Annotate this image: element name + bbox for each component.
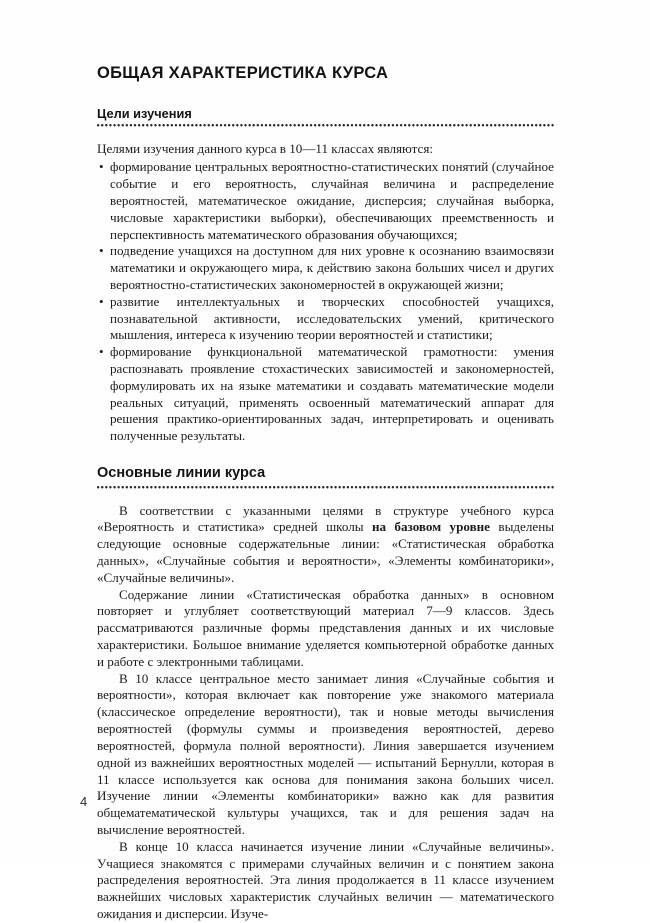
paragraph-random-events: В 10 классе центральное место занимает линия «Случайные события и вероятности», которая включает как повторение уже знакомого материала (классическое определение вероятности), так и новые методы вычисления вероятностей (формулы суммы и произведения вероятностей, дерево вероятностей, формула полной вероятности). Линия завершается изучением одной из важнейших вероятностных моделей — испытаний Бернулли, которая в 11 классе используется как основа для понимания закона больших чисел. Изучение линии «Элементы комбинаторики» важно как для развития общематематической культуры учащихся, так и для решения задач на вычисление вероятностей.	[97, 670, 554, 837]
list-item-text: формирование функциональной математической грамотности: умения распознавать проявление стохастических зависимостей и закономерностей, формулировать их на языке математики и создавать математические модели реальных ситуаций, применять освоенный математический аппарат для решения практико-ориентированных задач, интерпретировать и оценивать полученные результаты.	[110, 344, 554, 444]
bullet-icon: •	[99, 243, 104, 259]
goals-lead-text: Целями изучения данного курса в 10—11 классах являются:	[97, 141, 433, 157]
paragraph-text-before-bold: В соответствии с указанными целями в структуре учебного курса «Вероятность и статистика» средней школы	[97, 502, 554, 535]
bullet-icon: •	[99, 159, 104, 175]
paragraph-bold-emphasis: на базовом уровне	[371, 519, 490, 535]
section-heading-lines	[97, 465, 554, 488]
list-item	[97, 294, 554, 344]
section-heading-goals	[97, 106, 554, 127]
page-number: 4	[80, 794, 88, 809]
page-content	[97, 64, 554, 923]
section-spacer	[97, 445, 554, 465]
page-title: ОБЩАЯ ХАРАКТЕРИСТИКА КУРСА	[97, 64, 389, 82]
list-item	[97, 243, 554, 293]
list-item	[97, 344, 554, 445]
paragraph-random-variables: В конце 10 класса начинается изучение линии «Случайные величины». Учащиеся знакомятся с примерами случайных величин и с понятием закона распределения вероятностей. Эта линия продолжается в 11 классе изучением важнейших числовых характеристик случайных величин — математического ожидания и дисперсии. Изуче-	[97, 838, 554, 921]
list-item-text: подведение учащихся на доступном для них уровне к осознанию взаимосвязи математики и окружающего мира, к действию закона больших чисел и других вероятностно-статистических закономерностей в окружающей жизни;	[110, 243, 554, 292]
section-heading-lines-label: Основные линии курса	[97, 465, 266, 482]
paragraph-course-structure	[97, 503, 554, 587]
bullet-icon: •	[99, 344, 104, 360]
list-item	[97, 159, 554, 243]
section-heading-goals-label: Цели изучения	[97, 106, 192, 122]
dotted-rule	[97, 124, 554, 127]
list-item-text: развитие интеллектуальных и творческих способностей учащихся, познавательной активности, исследовательских умений, критического мышления, интереса к изучению теории вероятностей и статистики;	[110, 293, 554, 343]
list-item-text: формирование центральных вероятностно-статистических понятий (случайное событие и его вероятность, случайная величина и распределение вероятностей, математическое ожидание, дисперсия; случайная выборка, числовые характеристики выборки), обеспечивающих преемственность и перспективность математического образования обучающихся;	[110, 159, 554, 242]
paragraph-text-after-bold: выделены следующие основные содержательные линии: «Статистическая обработка данных», «Случайные события и вероятности», «Элементы комбинаторики», «Случайные величины».	[97, 519, 554, 585]
bullet-icon: •	[99, 293, 104, 309]
goals-bullet-list	[97, 159, 554, 445]
paragraph-statistical-processing: Содержание линии «Статистическая обработка данных» в основном повторяет и углубляет соответствующий материал 7—9 классов. Здесь рассматриваются различные формы представления данных и их числовые характеристики. Большое внимание уделяется компьютерной обработке данных и работе с электронными таблицами.	[97, 586, 554, 669]
dotted-rule	[97, 486, 554, 489]
